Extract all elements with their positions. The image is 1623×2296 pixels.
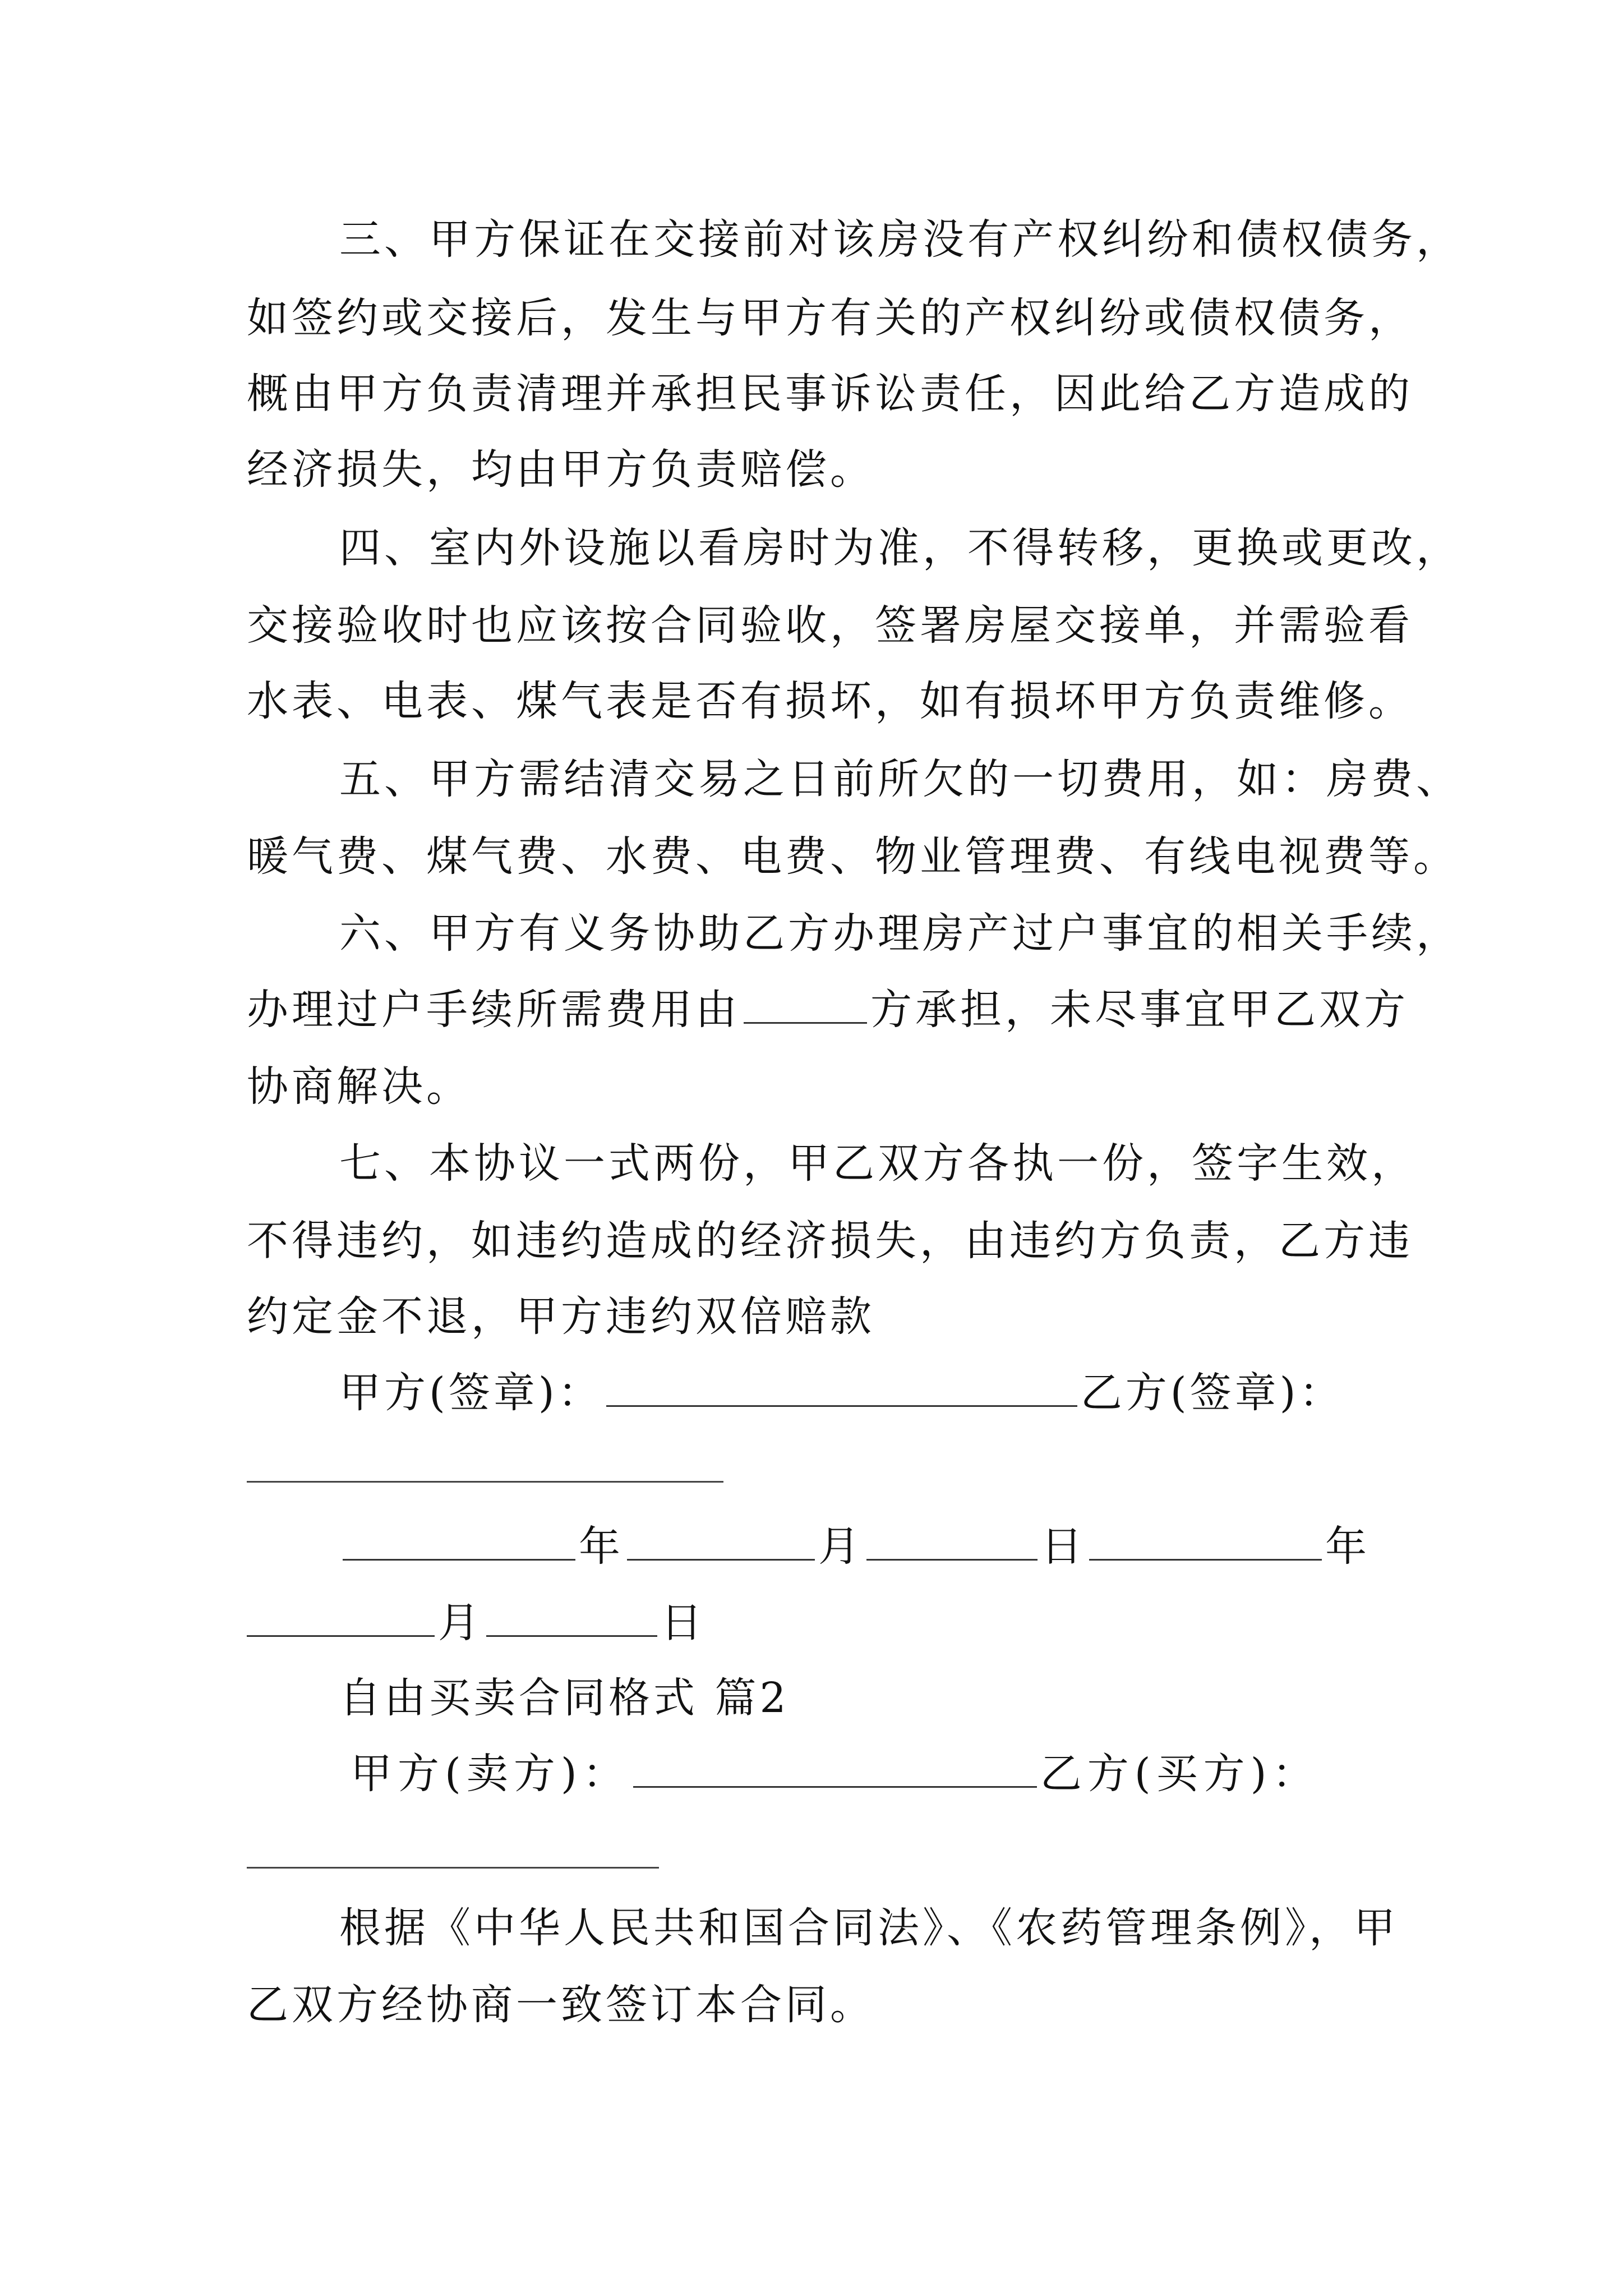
clause-6-line-3: 协商解决。 xyxy=(247,1062,471,1111)
day-label-a: 日 xyxy=(1041,1522,1086,1571)
day-label-b: 日 xyxy=(661,1599,706,1647)
month-blank-b xyxy=(247,1630,435,1637)
clause-4-line-3: 水表、电表、煤气表是否有损坏，如有损坏甲方负责维修。 xyxy=(247,677,1413,725)
clause-6-line-2-post: 方承担，未尽事宜甲乙双方 xyxy=(870,986,1409,1034)
buyer-label: 乙方(买方)： xyxy=(1040,1750,1320,1798)
clause-6-line-1: 六、甲方有义务协助乙方办理房产过户事宜的相关手续， xyxy=(339,909,1461,958)
day-blank-a xyxy=(866,1553,1038,1561)
clause-7-line-3: 约定金不退，甲方违约双倍赔款 xyxy=(247,1292,875,1341)
clause-7-line-2: 不得违约，如违约造成的经济损失，由违约方负责，乙方违 xyxy=(247,1217,1413,1265)
clause-6-line-2-pre: 办理过户手续所需费用由 xyxy=(247,986,740,1034)
day-blank-b xyxy=(486,1630,657,1637)
party-b-signature-blank xyxy=(247,1481,723,1483)
year-blank-a xyxy=(343,1553,575,1561)
section-2-title: 自由买卖合同格式 篇2 xyxy=(339,1674,790,1722)
year-blank-b xyxy=(1089,1553,1322,1561)
buyer-blank xyxy=(247,1867,659,1869)
date-line-1 xyxy=(339,1522,1370,1571)
clause-7-line-1: 七、本协议一式两份，甲乙双方各执一份，签字生效， xyxy=(339,1139,1416,1188)
clause-5-line-2: 暖气费、煤气费、水费、电费、物业管理费、有线电视费等。 xyxy=(247,832,1458,881)
section-2-parties-line xyxy=(351,1750,1320,1798)
month-blank-a xyxy=(627,1553,815,1561)
party-b-signature-label: 乙方(签章)： xyxy=(1080,1369,1344,1417)
month-label-b: 月 xyxy=(438,1599,483,1647)
month-label-a: 月 xyxy=(818,1522,863,1571)
party-a-signature-label: 甲方(签章)： xyxy=(339,1369,603,1417)
year-label-a: 年 xyxy=(579,1522,624,1571)
signature-line xyxy=(339,1369,1344,1417)
fee-party-blank xyxy=(744,1016,867,1024)
section-2-intro-line-2: 乙双方经协商一致签订本合同。 xyxy=(247,1981,875,2029)
clause-4-line-1: 四、室内外设施以看房时为准，不得转移，更换或更改， xyxy=(339,524,1461,572)
clause-3-line-1: 三、甲方保证在交接前对该房没有产权纠纷和债权债务， xyxy=(339,215,1461,264)
clause-4-line-2: 交接验收时也应该按合同验收，签署房屋交接单，并需验看 xyxy=(247,601,1413,650)
year-label-b: 年 xyxy=(1325,1522,1370,1571)
clause-3-line-2: 如签约或交接后，发生与甲方有关的产权纠纷或债权债务， xyxy=(247,294,1413,342)
clause-5-line-1: 五、甲方需结清交易之日前所欠的一切费用，如：房费、 xyxy=(339,755,1461,803)
clause-3-line-3: 概由甲方负责清理并承担民事诉讼责任，因此给乙方造成的 xyxy=(247,370,1413,418)
date-line-2 xyxy=(247,1599,706,1647)
section-2-intro-line-1: 根据《中华人民共和国合同法》、《农药管理条例》，甲 xyxy=(339,1904,1399,1952)
seller-label: 甲方(卖方)： xyxy=(351,1750,630,1798)
party-a-signature-blank xyxy=(606,1400,1077,1407)
seller-blank xyxy=(633,1780,1037,1788)
clause-6-line-2 xyxy=(247,986,1409,1034)
clause-3-line-4: 经济损失，均由甲方负责赔偿。 xyxy=(247,445,875,494)
